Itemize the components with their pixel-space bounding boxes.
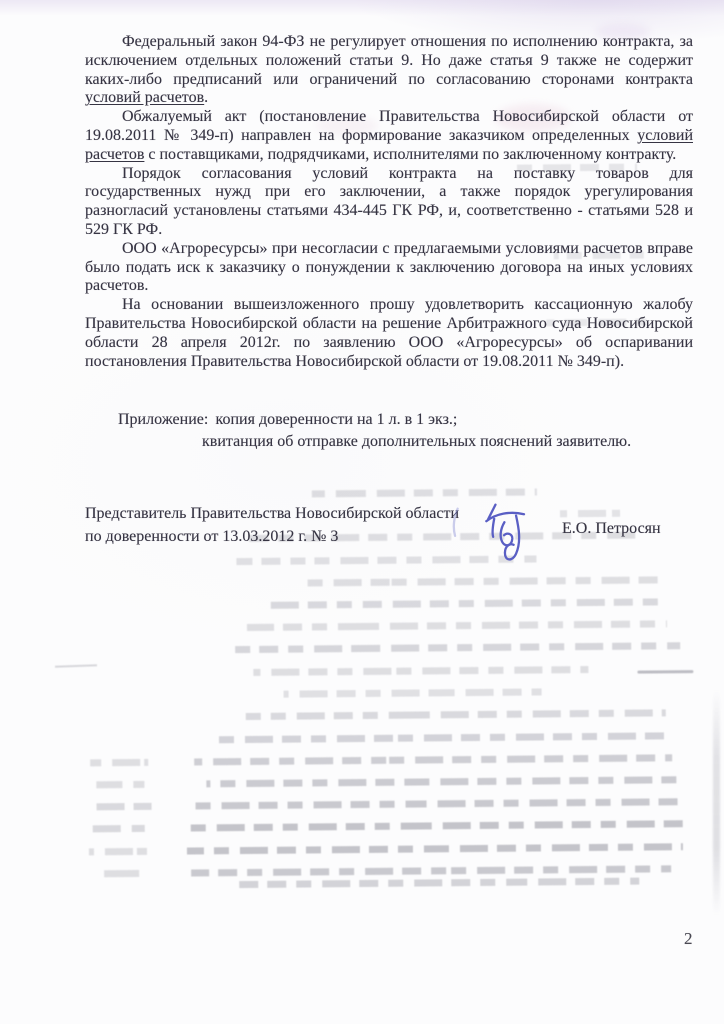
bleedthrough-line bbox=[96, 781, 144, 788]
underlined-phrase: условий расчетов bbox=[85, 89, 205, 107]
underlined-phrase: условий расчетов bbox=[85, 126, 693, 163]
bleedthrough-line bbox=[90, 759, 148, 767]
bleedthrough-line bbox=[89, 803, 155, 811]
attachment-block bbox=[118, 409, 698, 453]
text-segment: с поставщиками, подрядчиками, исполнителями по заключенному контракту. bbox=[144, 145, 677, 163]
text-segment: Федеральный закон 94-ФЗ не регулирует отношения по исполнению контракта, за исключением отдельных положений статьи 9. Но даже статья 9 также не содержит каких-либо предписаний или ограничений по согласованию сторонами контракта bbox=[85, 33, 693, 88]
paragraph bbox=[85, 296, 693, 371]
document-body bbox=[85, 33, 693, 371]
bleedthrough-line bbox=[194, 754, 672, 765]
paragraph bbox=[85, 108, 693, 164]
bleedthrough-line bbox=[191, 865, 671, 876]
bleedthrough-line bbox=[183, 820, 685, 831]
text-segment: ООО «Агроресурсы» при несогласии с предлагаемыми условиями расчетов вправе было подать иск к заказчику о понуждении к заключению договора на иных условиях расчетов. bbox=[85, 239, 693, 295]
signatory-role bbox=[85, 503, 459, 548]
bleedthrough-line bbox=[235, 642, 680, 653]
handwritten-signature-icon bbox=[446, 490, 534, 578]
text-segment: Обжалуемый акт (постановление Правительства Новосибирской области от 19.08.2011 № 349-п) направлен на формирование заказчиком определенных bbox=[85, 108, 693, 144]
paragraph bbox=[85, 165, 693, 240]
bleedthrough-line bbox=[263, 598, 661, 608]
attachment-line-1 bbox=[118, 409, 698, 431]
signatory-name: Е.О. Петросян bbox=[562, 520, 661, 537]
bleedthrough-line bbox=[187, 843, 683, 854]
bleedthrough-line bbox=[89, 848, 147, 856]
paragraph bbox=[85, 240, 693, 296]
attachment-label: Приложение: bbox=[118, 411, 209, 428]
signatory-role-line-1: Представитель Правительства Новосибирской области bbox=[85, 505, 460, 522]
bleedthrough-line bbox=[246, 709, 666, 720]
attachment-item-2: квитанция об отправке дополнительных пояснений заявителю. bbox=[202, 433, 632, 450]
bleedthrough-line bbox=[247, 620, 667, 631]
attachment-item-1: копия доверенности на 1 л. в 1 экз.; bbox=[215, 411, 458, 428]
bleedthrough-line bbox=[301, 576, 661, 586]
bleedthrough-line bbox=[93, 825, 145, 832]
text-segment: На основании вышеизложенного прошу удовлетворить кассационную жалобу Правительства Новосибирской области на решение Арбитражного суда Новосибирской области 28 апреля 2012г. по заявлению ООО «Агроресурсы» об оспаривании постановления Правительства Новосибирской области от 19.08.2011 № 349-п). bbox=[85, 296, 693, 370]
text-segment: . bbox=[204, 89, 209, 107]
bleedthrough-line bbox=[95, 870, 141, 877]
bleedthrough-line bbox=[253, 666, 588, 676]
page-number: 2 bbox=[684, 929, 693, 948]
bleedthrough-line bbox=[284, 688, 542, 697]
bleedthrough-dash bbox=[637, 670, 693, 673]
signatory-role-line-2: по доверенности от 13.03.2012 г. № 3 bbox=[85, 527, 339, 545]
bleedthrough-line bbox=[206, 776, 676, 787]
paragraph bbox=[85, 33, 693, 108]
bleedthrough-line bbox=[239, 878, 639, 888]
bleedthrough-line bbox=[560, 510, 620, 518]
bleedthrough-line bbox=[216, 732, 671, 743]
text-segment: Порядок согласования условий контракта на поставку товаров для государственных нужд при его заключении, а также порядок урегулирования разногласий установлены статьями 434-445 ГК РФ, и, соответственно - статьями 528 и 529 ГК РФ. bbox=[85, 164, 693, 238]
scan-scratch bbox=[55, 664, 97, 667]
bleedthrough-line bbox=[191, 798, 683, 809]
scan-edge-streak bbox=[713, 690, 720, 915]
